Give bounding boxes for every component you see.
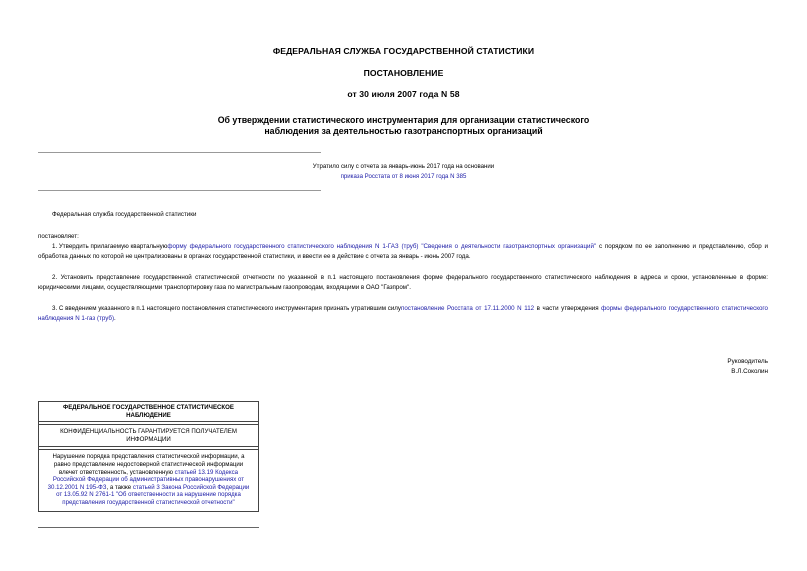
issuer-text: Федеральная служба государственной статистики <box>52 211 197 218</box>
document-type: ПОСТАНОВЛЕНИЕ <box>363 68 444 78</box>
issuer-line <box>38 210 768 220</box>
item-2 <box>38 273 768 293</box>
signature-block <box>727 357 768 377</box>
form-box-warning <box>39 450 258 510</box>
rosstat-112-link[interactable]: постановление Росстата от 17.11.2000 N 112 <box>401 305 535 312</box>
form-1-gaz-old-link[interactable]: формы федерального государственного статистического наблюдения N 1-газ (труб) <box>38 305 768 323</box>
signature-name: В.Л.Соколин <box>731 368 768 375</box>
item-1-prefix: 1. Утвердить прилагаемую квартальную <box>52 243 168 250</box>
item-3-suffix: . <box>114 315 116 323</box>
document-date-number: от 30 июля 2007 года N 58 <box>347 89 460 99</box>
koap-13-19-link[interactable]: статьей 13.19 Кодекса Российской Федерации об административных правонарушениях от 30.12.2001 N 195-ФЗ <box>47 468 245 491</box>
form-box-header: ФЕДЕРАЛЬНОЕ ГОСУДАРСТВЕННОЕ СТАТИСТИЧЕСКОЕ НАБЛЮДЕНИЕ <box>63 404 234 419</box>
item-1-suffix: с порядком по ее заполнению и представлению, сбор и обработка данных по которой не централизованы в органах государственной статистики, и ввести ее в действие с отчета за январь - июнь 2007 года. <box>38 243 768 261</box>
item-3-prefix: 3. С введением указанного в п.1 настоящего постановления статистического инструментария признать утратившим силу <box>52 305 401 312</box>
item-1 <box>38 242 768 262</box>
resolves-line: постановляет: <box>38 233 79 240</box>
form-info-box <box>38 401 259 512</box>
agency-heading: ФЕДЕРАЛЬНАЯ СЛУЖБА ГОСУДАРСТВЕННОЙ СТАТИСТИКИ <box>272 46 535 56</box>
form-box-confidential: КОНФИДЕНЦИАЛЬНОСТЬ ГАРАНТИРУЕТСЯ ПОЛУЧАТЕЛЕМ ИНФОРМАЦИИ <box>60 428 237 443</box>
form-1-gaz-link[interactable]: форму федерального государственного статистического наблюдения N 1-ГАЗ (труб) "Сведения о деятельности газотранспортных организаций" <box>167 243 597 250</box>
divider-bottom <box>38 190 321 191</box>
document-title-line1: Об утверждении статистического инструментария для организации статистического <box>217 115 590 125</box>
document-title <box>0 115 807 137</box>
item-3 <box>38 304 768 324</box>
item-2-text: 2. Установить представление государственной статистической отчетности по указанной в п.1 настоящего постановления форме федерального государственного статистического наблюдения в адреса и сроки, установленные в форме: юридическими лицами, осуществляющими транспортировку газа по магистральным газопроводам, входящими в ОАО "Газпром". <box>38 274 768 292</box>
signature-position: Руководитель <box>727 358 768 365</box>
law-2761-1-link[interactable]: статьей 3 Закона Российской Федерации от 13.05.92 N 2761-1 "Об ответственности за нарушение порядка представления государственной статистической отчетности" <box>56 483 250 506</box>
status-note-text: Утратило силу с отчета за январь-июнь 2017 года на основании <box>312 163 495 170</box>
item-3-middle: в части утверждения <box>534 305 602 312</box>
document-title-line2: наблюдения за деятельностью газотранспортных организаций <box>264 126 543 136</box>
divider-top <box>38 152 321 153</box>
divider-form-bottom <box>38 527 259 528</box>
status-note <box>0 162 807 181</box>
form-box-warning-prefix: Нарушение порядка представления статистической информации, а равно представление недостоверной статистической информации влечет ответственность, установленную <box>52 453 245 476</box>
form-box-warning-middle: , а также <box>106 483 133 491</box>
status-note-link[interactable]: приказа Росстата от 8 июня 2017 года N 385 <box>340 172 467 180</box>
